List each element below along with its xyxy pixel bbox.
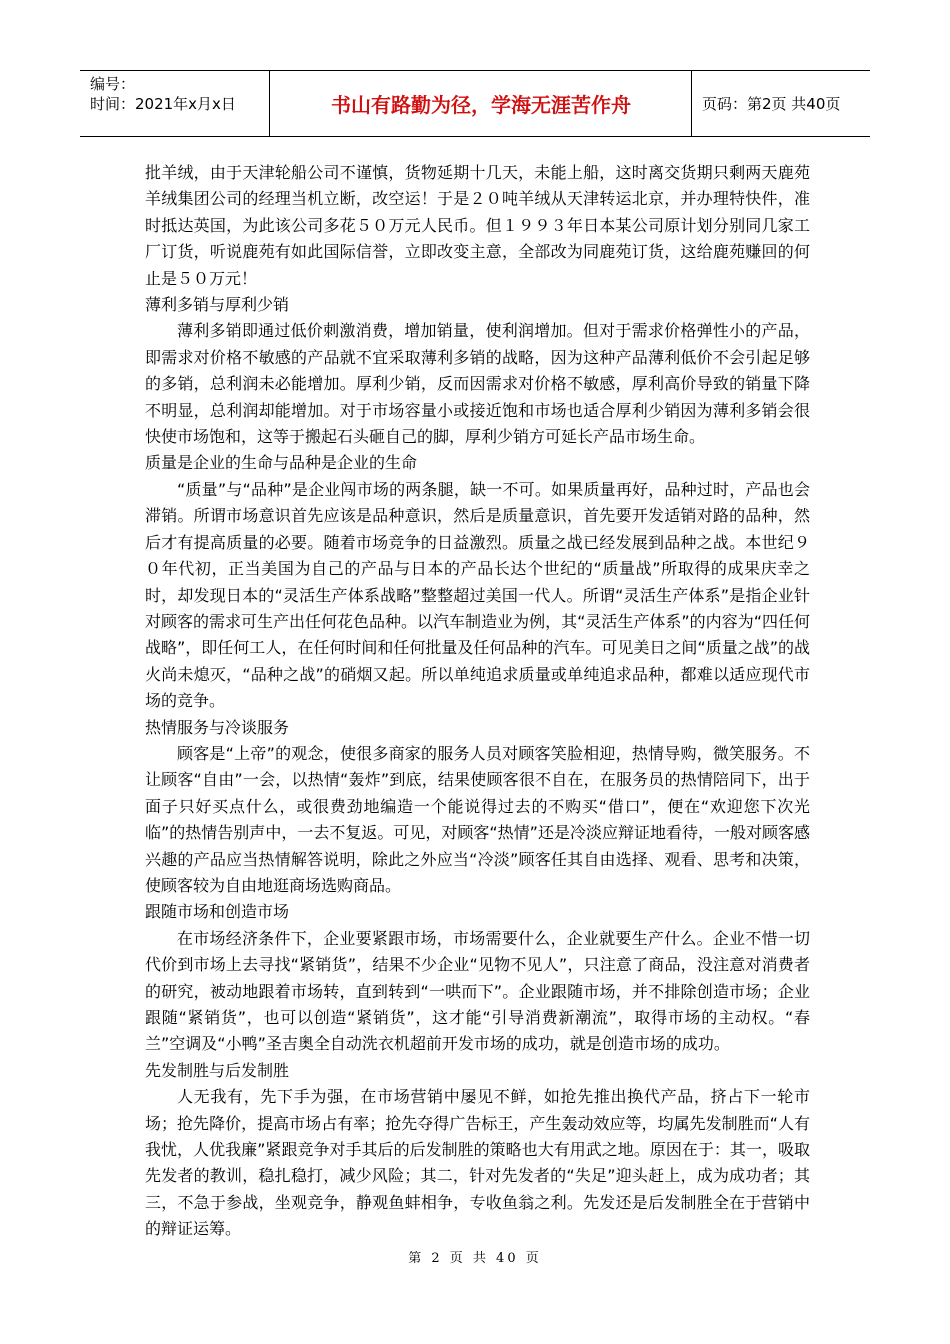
body-paragraph: 顾客是“上帝”的观念，使很多商家的服务人员对顾客笑脸相迎，热情导购，微笑服务。不让顾客“自由”一会，以热情“轰炸”到底，结果使顾客很不自在，在服务员的热情陪同下，出于面子只好买点什么，或很费劲地编造一个能说得过去的不购买“借口”，便在“欢迎您下次光临”的热情告别声中，一去不复返。可见，对顾客“热情”还是冷淡应辩证地看待，一般对顾客感兴趣的产品应当热情解答说明，除此之外应当“冷淡”顾客任其自由选择、观看、思考和决策，使顾客较为自由地逛商场选购商品。 <box>145 743 810 895</box>
body-paragraph: “质量”与“品种”是企业闯市场的两条腿，缺一不可。如果质量再好，品种过时，产品也会滞销。所谓市场意识首先应该是品种意识，然后是质量意识，首先要开发适销对路的品种，然后才有提高质量的必要。随着市场竞争的日益激烈。质量之战已经发展到品种之战。本世纪９０年代初，正当美国为自己的产品与日本的产品长达个世纪的“质量战”所取得的成果庆幸之时，却发现日本的“灵活生产体系战略”整整超过美国一代人。所谓“灵活生产体系”是指企业针对顾客的需求可生产出任何花色品种。以汽车制造业为例，其“灵活生产体系”的内容为“四任何战略”，即任何工人，在任何时间和任何批量及任何品种的汽车。可见美日之间“质量之战”的战火尚未熄灭，“品种之战”的硝烟又起。所以单纯追求质量或单纯追求品种，都难以适应现代市场的竞争。 <box>145 479 810 711</box>
body-paragraph: 薄利多销即通过低价刺激消费，增加销量，使利润增加。但对于需求价格弹性小的产品，即需求对价格不敏感的产品就不宜采取薄利多销的战略，因为这种产品薄利低价不会引起足够的多销，总利润未必能增加。厚利少销，反而因需求对价格不敏感，厚利高价导致的销量下降不明显，总利润却能增加。对于市场容量小或接近饱和市场也适合厚利少销因为薄利多销会很快使市场饱和，这等于搬起石头砸自己的脚，厚利少销方可延长产品市场生命。 <box>145 321 810 447</box>
document-body <box>145 160 810 1243</box>
section-heading: 质量是企业的生命与品种是企业的生命 <box>145 453 418 473</box>
page-footer: 第 2 页 共 40 页 <box>408 1251 542 1266</box>
page-header <box>80 70 870 137</box>
section-heading: 跟随市场和创造市场 <box>145 902 290 922</box>
section-heading: 热情服务与冷谈服务 <box>145 717 290 737</box>
body-paragraph: 人无我有，先下手为强，在市场营销中屡见不鲜，如抢先推出换代产品，挤占下一轮市场；抢先降价，提高市场占有率；抢先夺得广告标王，产生轰动效应等，均属先发制胜而“人有我忧，人优我廉”紧跟竞争对手其后的后发制胜的策略也大有用武之地。原因在于：其一，吸取先发者的教训，稳扎稳打，减少风险；其二，针对先发者的“失足”迎头赶上，成为成功者；其三，不急于参战，坐观竞争，静观鱼蚌相争，专收鱼翁之利。先发还是后发制胜全在于营销中的辩证运筹。 <box>145 1087 810 1239</box>
header-info <box>80 71 270 136</box>
document-date: 时间：2021年x月x日 <box>90 95 236 113</box>
section-heading: 薄利多销与厚利少销 <box>145 295 290 315</box>
section-heading: 先发制胜与后发制胜 <box>145 1060 290 1080</box>
header-page-info: 页码：第2页 共40页 <box>702 95 841 113</box>
document-number: 编号： <box>90 75 136 93</box>
header-motto: 书山有路勤为径，学海无涯苦作舟 <box>271 71 692 136</box>
body-paragraph: 在市场经济条件下，企业要紧跟市场，市场需要什么，企业就要生产什么。企业不惜一切代价到市场上去寻找“紧销货”，结果不少企业“见物不见人”，只注意了商品，没注意对消费者的研究，被动地跟着市场转，直到转到“一哄而下”。企业跟随市场，并不排除创造市场；企业跟随“紧销货”，也可以创造“紧销货”，这才能“引导消费新潮流”，取得市场的主动权。“春兰”空调及“小鸭”圣吉奥全自动洗衣机超前开发市场的成功，就是创造市场的成功。 <box>145 928 810 1054</box>
body-paragraph: 批羊绒，由于天津轮船公司不谨慎，货物延期十几天，未能上船，这时离交货期只剩两天鹿苑羊绒集团公司的经理当机立断，改空运！于是２０吨羊绒从天津转运北京，并办理特快件，准时抵达英国，为此该公司多花５０万元人民币。但１９９３年日本某公司原计划分别同几家工厂订货，听说鹿苑有如此国际信誉，立即改变主意，全部改为同鹿苑订货，这给鹿苑赚回的何止是５０万元！ <box>145 163 810 288</box>
